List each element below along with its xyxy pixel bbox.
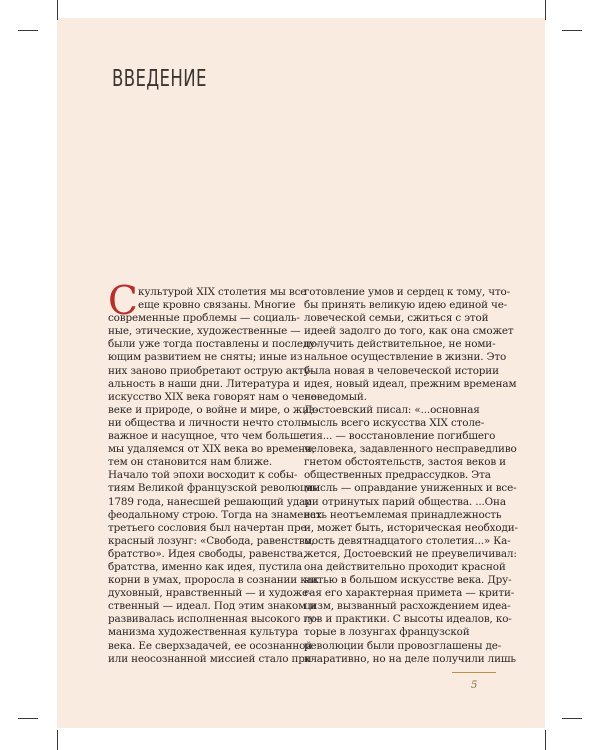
text-line: жется, Достоевский не преувеличивал: [304,547,517,560]
text-line: тем он становится нам ближе. [108,456,273,469]
text-line: развивалась исполненная высокого гу- [108,613,319,626]
text-line: гая его характерная примета — крити- [304,587,515,600]
crop-mark [562,718,582,719]
text-line: торые в лозунгах французской [304,626,470,639]
text-line: ми отринутых парий общества. ...Она [304,495,506,508]
text-line: братства, именно как идея, пустила [108,560,302,573]
text-line: феодальному строю. Тогда на знаменах [108,508,322,521]
text-line: современные проблемы — социаль- [108,312,300,325]
text-line: были уже тогда поставлены и последу- [108,338,319,351]
text-line: искусство XIX века говорят нам о чело- [108,390,321,403]
drop-cap: С [108,279,138,324]
text-line: общественных предрассудков. Эта [304,469,491,482]
text-line: цизм, вызванный расхождением идеа- [304,600,511,613]
text-line: есть неотъемлемая принадлежность [304,508,502,521]
crop-mark [18,718,38,719]
text-column-right [304,286,518,666]
text-line: еще кровно связаны. Многие [138,299,296,312]
text-line: мысль — оправдание униженных и все- [304,482,517,495]
text-line: или неосознанной миссией стало при- [108,652,315,665]
text-line: них заново приобретают острую акту- [108,364,314,377]
text-line: духовный, нравственный — и художе- [108,587,312,600]
text-line: тия... — восстановление погибшего [304,430,496,443]
text-line: бы принять великую идею единой че- [304,299,508,312]
text-line: идеей задолго до того, как она сможет [304,325,514,338]
text-line: получить действительное, не номи- [304,338,496,351]
crop-mark [18,30,38,31]
text-line: веке и природе, о войне и мире, о жиз- [108,403,318,416]
text-line: и, может быть, историческая необходи- [304,521,518,534]
text-line: неведомый. [304,390,367,403]
crop-mark [57,730,58,750]
text-line: мость девятнадцатого столетия...» Ка- [304,534,511,547]
text-line: ственный — идеал. Под этим знаком и [108,600,316,613]
text-line: Достоевский писал: «...основная [304,403,480,416]
text-line: идея, новый идеал, прежним временам [304,377,517,390]
text-line: ни общества и личности нечто столь [108,416,307,429]
text-line: века. Ее сверхзадачей, ее осознанной [108,639,313,652]
text-line: лов и практики. С высоты идеалов, ко- [304,613,512,626]
text-column-left [108,286,322,666]
text-line: нитью в большом искусстве века. Дру- [304,574,512,587]
crop-mark [562,30,582,31]
page-number-rule [452,672,496,673]
text-line: нальное осуществление в жизни. Это [304,351,507,364]
text-line: она действительно проходит красной [304,560,506,573]
text-line: красный лозунг: «Свобода, равенство, [108,534,314,547]
text-line: 1789 года, нанесшей решающий удар [108,495,312,508]
text-line: человека, задавленного несправедливо [304,443,517,456]
text-line: Начало той эпохи восходит к собы- [108,469,298,482]
text-line: мысль всего искусства XIX столе- [304,416,485,429]
crop-mark [545,0,546,20]
text-line: гнетом обстоятельств, застоя веков и [304,456,506,469]
text-line: готовление умов и сердец к тому, что- [304,286,511,298]
text-line: ные, этические, художественные — [108,325,301,338]
text-line: альность в наши дни. Литература и [108,377,300,390]
text-line: важное и насущное, что чем больше [108,430,306,443]
text-line: революции были провозглашены де- [304,639,502,652]
text-line: ловеческой семьи, сжиться с этой [304,312,489,325]
text-line: была новая в человеческой истории [304,364,499,377]
crop-mark [545,730,546,750]
text-line: манизма художественная культура [108,626,299,639]
text-line: культурой XIX столетия мы все [138,286,307,298]
text-line: третьего сословия был начертан пре- [108,521,310,534]
text-line: ющим развитием не сняты; иные из [108,351,303,364]
chapter-title: ВВЕДЕНИЕ [112,66,207,92]
text-line: кларативно, но на деле получили лишь [304,652,516,665]
page-number: 5 [471,680,478,691]
text-line: тиям Великой французской революции [108,482,321,495]
crop-mark [57,0,58,20]
text-line: братство». Идея свободы, равенства, [108,547,307,560]
text-line: корни в умах, проросла в сознании как [108,574,319,587]
text-line: мы удаляемся от XIX века во времени, [108,443,315,456]
